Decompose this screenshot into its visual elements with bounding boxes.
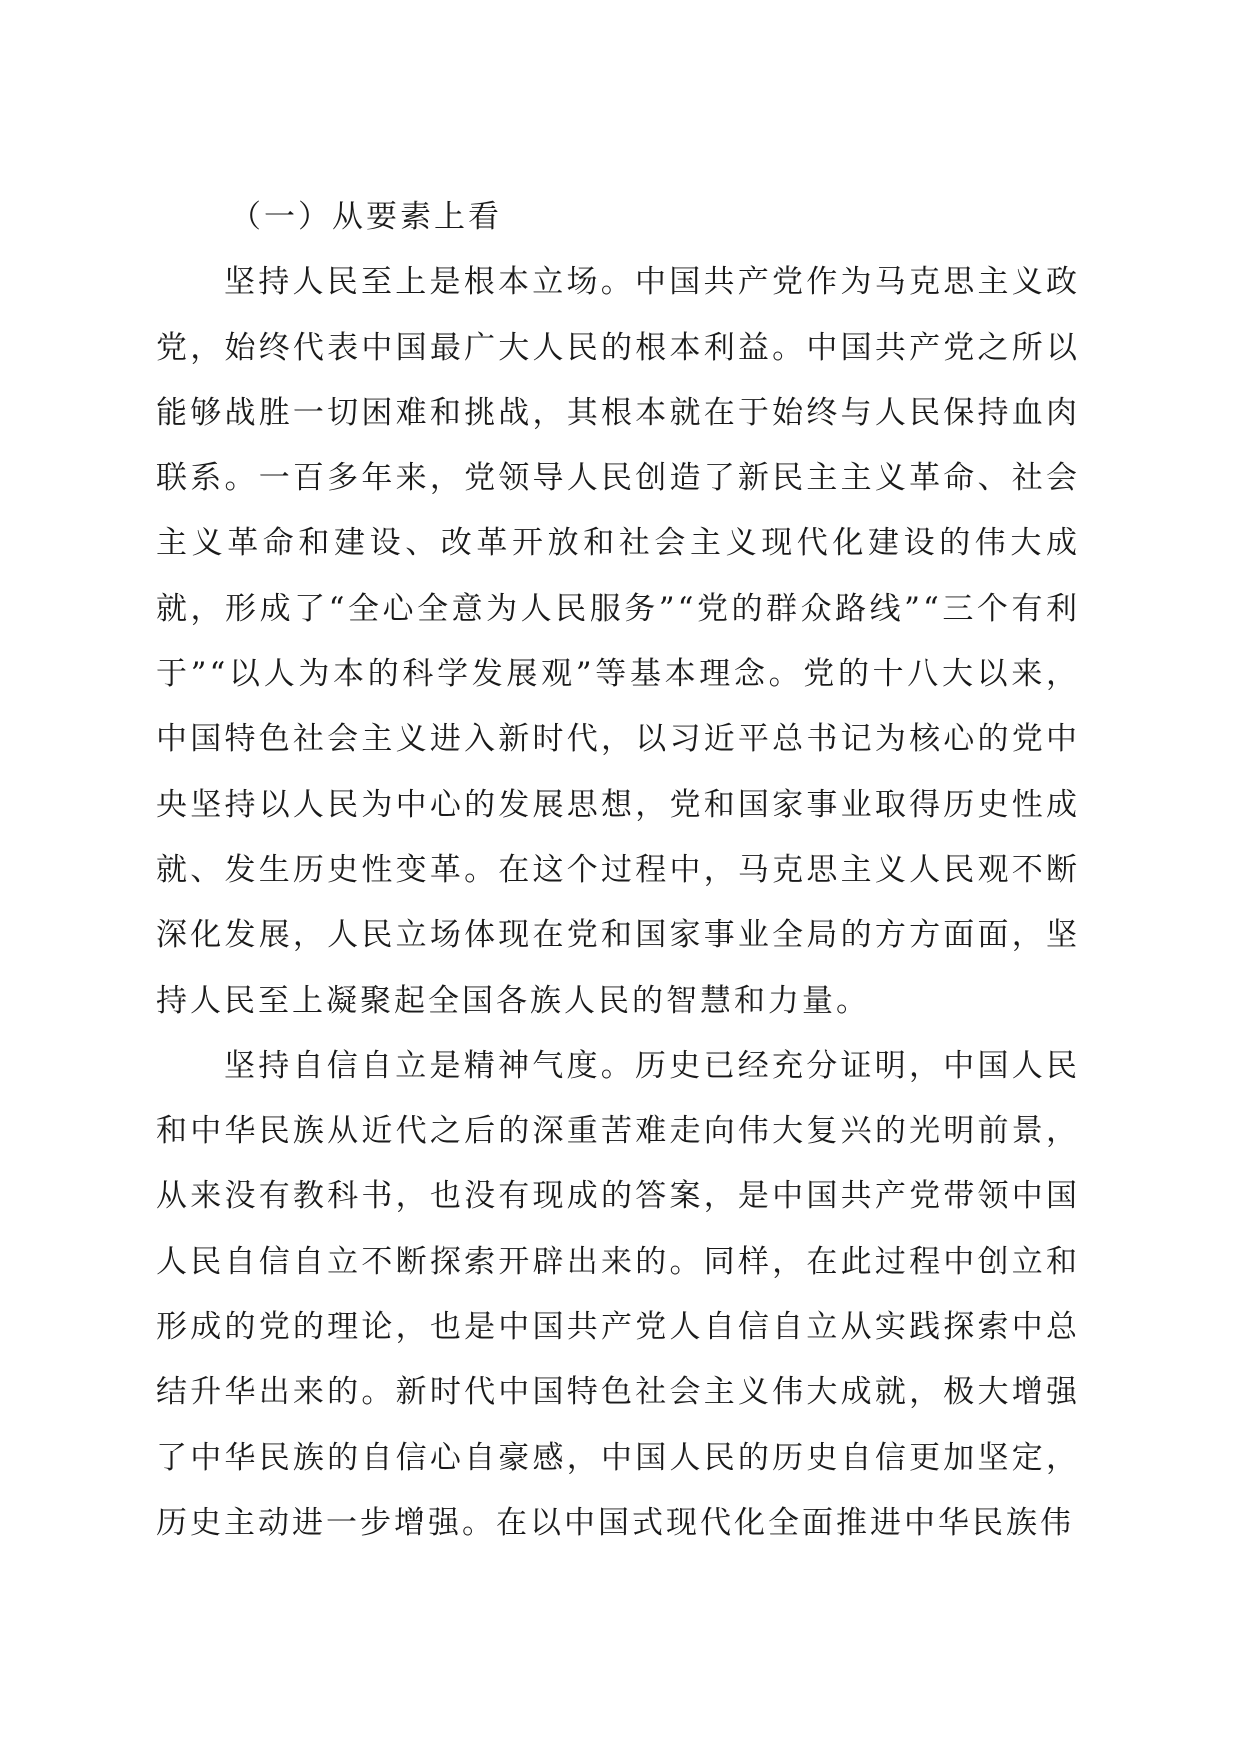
section-heading: （一）从要素上看: [230, 199, 502, 235]
document-body: [156, 185, 1080, 1556]
paragraph-self-confidence: 坚持自信自立是精神气度。历史已经充分证明，中国人民和中华民族从近代之后的深重苦难走向伟大复兴的光明前景，从来没有教科书，也没有现成的答案，是中国共产党带领中国人民自信自立不断探索开辟出来的。同样，在此过程中创立和形成的党的理论，也是中国共产党人自信自立从实践探索中总结升华出来的。新时代中国特色社会主义伟大成就，极大增强了中华民族的自信心自豪感，中国人民的历史自信更加坚定，历史主动进一步增强。在以中国式现代化全面推进中华民族伟: [156, 1047, 1080, 1541]
paragraph-people-first: 坚持人民至上是根本立场。中国共产党作为马克思主义政党，始终代表中国最广大人民的根本利益。中国共产党之所以能够战胜一切困难和挑战，其根本就在于始终与人民保持血肉联系。一百多年来，党领导人民创造了新民主主义革命、社会主义革命和建设、改革开放和社会主义现代化建设的伟大成就，形成了“全心全意为人民服务”“党的群众路线”“三个有利于”“以人为本的科学发展观”等基本理念。党的十八大以来，中国特色社会主义进入新时代，以习近平总书记为核心的党中央坚持以人民为中心的发展思想，党和国家事业取得历史性成就、发生历史性变革。在这个过程中，马克思主义人民观不断深化发展，人民立场体现在党和国家事业全局的方方面面，坚持人民至上凝聚起全国各族人民的智慧和力量。: [156, 264, 1080, 1019]
